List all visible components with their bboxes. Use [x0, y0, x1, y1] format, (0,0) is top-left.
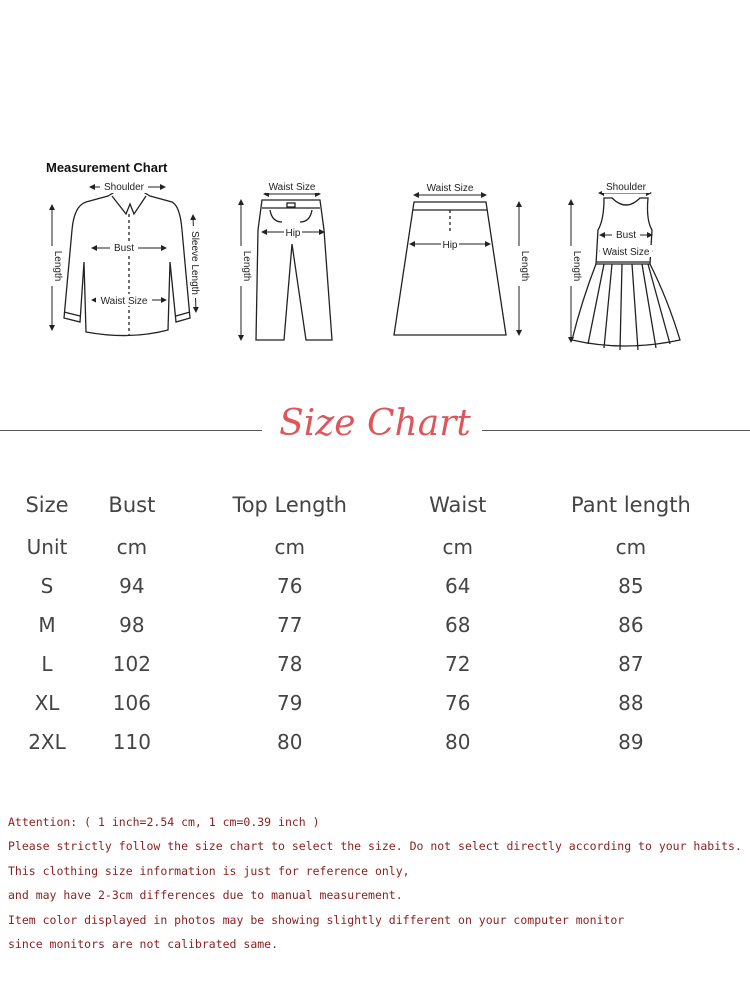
- table-cell: 110: [112, 729, 151, 754]
- note-line: This clothing size information is just for reference only,: [8, 863, 410, 878]
- table-row: [8, 605, 748, 644]
- table-cell: cm: [274, 534, 305, 559]
- pants-hip-label: Hip: [285, 228, 301, 239]
- table-cell: 64: [445, 573, 471, 598]
- skirt-diagram: [394, 202, 506, 335]
- table-cell: cm: [442, 534, 473, 559]
- shirt-waist-label: Waist Size: [100, 296, 148, 307]
- header-cell: Waist: [429, 493, 487, 517]
- shirt-bust-label: Bust: [113, 243, 135, 254]
- table-cell: 98: [119, 612, 145, 637]
- table-row: [8, 644, 748, 683]
- header-cell: Bust: [108, 493, 156, 517]
- dress-bust-label: Bust: [615, 230, 637, 241]
- table-cell: 85: [618, 573, 644, 598]
- note-line: Please strictly follow the size chart to select the size. Do not select directly according to your habits.: [8, 839, 742, 854]
- table-cell: cm: [615, 534, 647, 559]
- shirt-sleeve-label: Sleeve Length: [189, 231, 200, 295]
- table-cell: Unit: [26, 534, 68, 559]
- table-cell: 87: [618, 651, 644, 676]
- size-chart-title: Size Chart: [279, 403, 471, 444]
- table-cell: 68: [445, 612, 471, 637]
- table-cell: 79: [276, 690, 303, 715]
- shirt-length-label: Length: [52, 250, 63, 282]
- header-cell: Top Length: [232, 493, 347, 517]
- pants-length-label: Length: [241, 250, 252, 282]
- dress-waist-label: Waist Size: [602, 247, 650, 258]
- table-cell: M: [38, 612, 56, 637]
- skirt-hip-label: Hip: [442, 240, 458, 251]
- table-cell: S: [40, 573, 54, 598]
- pants-diagram: [256, 200, 332, 340]
- shirt-shoulder-label: Shoulder: [103, 182, 145, 193]
- header-cell: Size: [25, 493, 69, 517]
- table-row: [8, 566, 748, 605]
- table-cell: 76: [276, 573, 303, 598]
- table-cell: 102: [112, 651, 151, 676]
- note-line: Item color displayed in photos may be showing slightly different on your computer monitor: [8, 912, 625, 927]
- note-line: and may have 2-3cm differences due to manual measurement.: [8, 888, 403, 903]
- garment-diagrams: [0, 0, 750, 400]
- skirt-length-label: Length: [519, 250, 530, 282]
- table-cell: 2XL: [28, 729, 66, 754]
- table-cell: XL: [34, 690, 60, 715]
- note-line: since monitors are not calibrated same.: [8, 936, 279, 951]
- table-cell: 88: [618, 690, 644, 715]
- table-cell: 94: [119, 573, 145, 598]
- table-row: [8, 683, 748, 722]
- table-cell: 89: [618, 729, 644, 754]
- table-cell: 77: [276, 612, 303, 637]
- table-cell: L: [41, 651, 53, 676]
- table-cell: 80: [276, 729, 303, 754]
- table-cell: 76: [445, 690, 471, 715]
- table-row: [8, 722, 748, 761]
- measurement-chart-title: Measurement Chart: [46, 160, 168, 175]
- size-table-unit-row: [8, 527, 748, 566]
- size-table-header-row: [8, 483, 748, 527]
- pants-waist-label: Waist Size: [268, 182, 316, 193]
- header-cell: Pant length: [571, 493, 691, 517]
- table-cell: cm: [116, 534, 148, 559]
- size-table: [8, 483, 748, 761]
- table-cell: 78: [276, 651, 303, 676]
- dress-shoulder-label: Shoulder: [605, 182, 647, 193]
- note-line: Attention: ( 1 inch=2.54 cm, 1 cm=0.39 inch ): [8, 815, 320, 829]
- table-cell: 86: [618, 612, 644, 637]
- skirt-waist-label: Waist Size: [426, 183, 474, 194]
- table-cell: 106: [112, 690, 151, 715]
- table-cell: 72: [445, 651, 471, 676]
- dress-diagram: [572, 198, 680, 350]
- dress-length-label: Length: [571, 250, 582, 282]
- table-cell: 80: [445, 729, 471, 754]
- shirt-diagram: [64, 190, 190, 336]
- title-divider-right: [482, 430, 750, 431]
- size-notes: [8, 810, 750, 956]
